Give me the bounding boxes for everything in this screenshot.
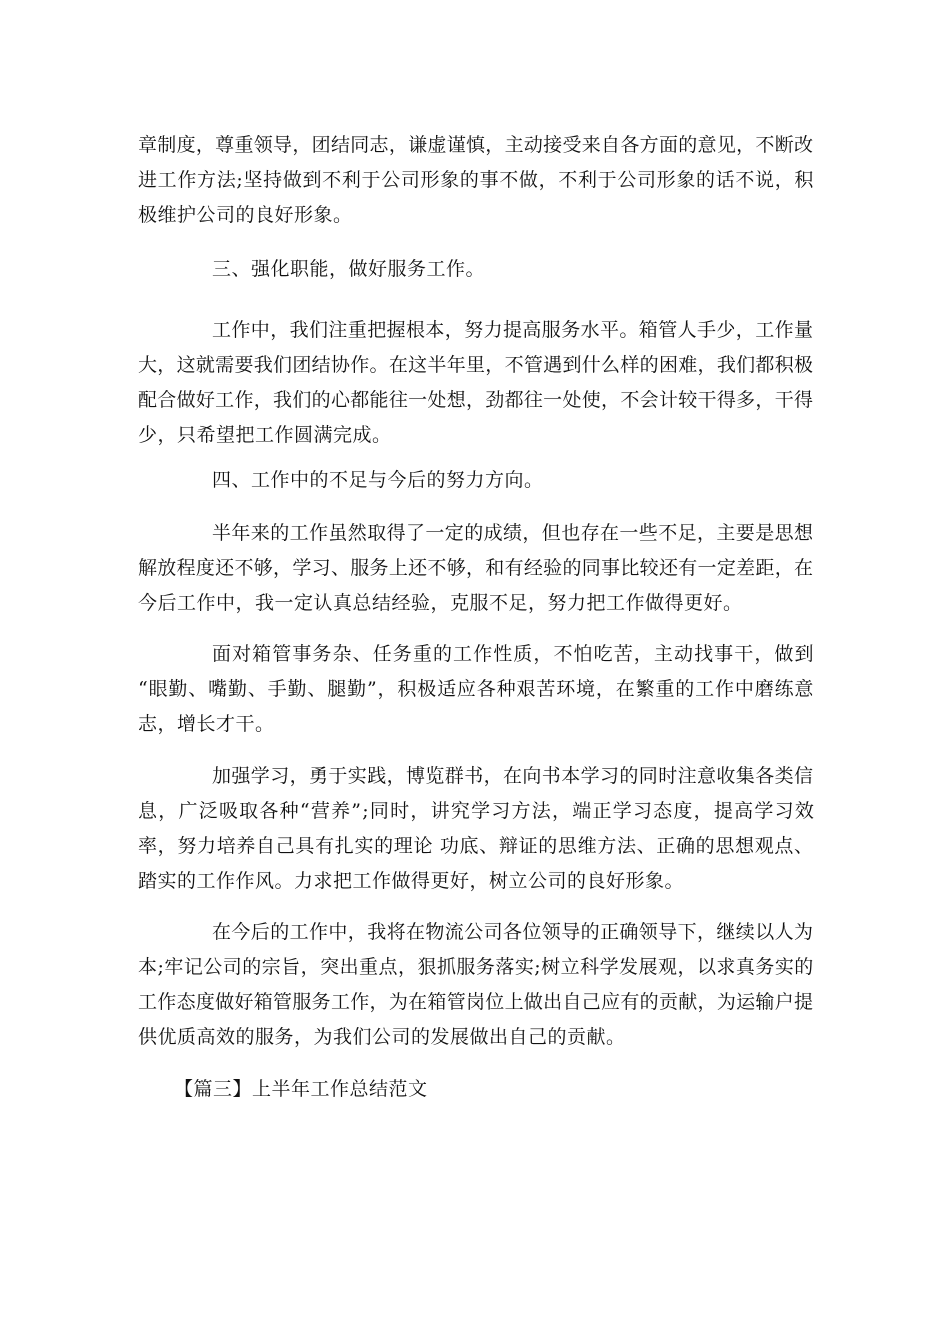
- text-line: 在今后的工作中，我将在物流公司各位领导的正确领导下，继续以人为: [212, 921, 814, 943]
- text-line: 志，增长才干。: [138, 713, 275, 735]
- text-line: 面对箱管事务杂、任务重的工作性质，不怕吃苦，主动找事干，做到: [212, 643, 815, 665]
- text-line: 踏实的工作作风。力求把工作做得更好，树立公司的良好形象。: [138, 870, 685, 892]
- paragraph-learning: [138, 759, 814, 899]
- text-line: 大，这就需要我们团结协作。在这半年里，不管遇到什么样的困难，我们都积极: [138, 354, 814, 376]
- section-heading-three: 三、强化职能，做好服务工作。: [212, 258, 486, 280]
- text-line: “眼勤、嘴勤、手勤、腿勤”，积极适应各种艰苦环境，在繁重的工作中磨练意: [138, 678, 815, 700]
- text-line: 章制度，尊重领导，团结同志，谦虚谨慎，主动接受来自各方面的意见，不断改: [138, 134, 814, 156]
- text-line: 本;牢记公司的宗旨，突出重点，狠抓服务落实;树立科学发展观，以求真务实的: [138, 956, 814, 978]
- text-line: 息，广泛吸取各种“营养”;同时，讲究学习方法，端正学习态度，提高学习效: [138, 800, 816, 822]
- text-line: 工作态度做好箱管服务工作，为在箱管岗位上做出自己应有的贡献，为运输户提: [138, 991, 814, 1013]
- text-line: 进工作方法;坚持做到不利于公司形象的事不做，不利于公司形象的话不说，积: [138, 169, 815, 191]
- text-line: 供优质高效的服务，为我们公司的发展做出自己的贡献。: [138, 1026, 626, 1048]
- paragraph-hardship: [138, 637, 814, 742]
- text-line: 配合做好工作，我们的心都能往一处想，劲都往一处使，不会计较干得多，干得: [138, 389, 814, 411]
- paragraph-service-work: [138, 313, 814, 453]
- paragraph-rules-conduct: [138, 128, 814, 233]
- text-line: 工作中，我们注重把握根本，努力提高服务水平。箱管人手少，工作量: [212, 319, 814, 341]
- paragraph-future-work: [138, 915, 814, 1055]
- text-line: 极维护公司的良好形象。: [138, 204, 353, 226]
- section-heading-four: 四、工作中的不足与今后的努力方向。: [212, 469, 544, 491]
- text-line: 加强学习，勇于实践，博览群书，在向书本学习的同时注意收集各类信: [212, 765, 814, 787]
- section-title-part-three: 【篇三】上半年工作总结范文: [174, 1078, 428, 1100]
- text-line: 率，努力培养自己具有扎实的理论 功底、辩证的思维方法、正确的思想观点、: [138, 835, 814, 857]
- text-line: 今后工作中，我一定认真总结经验，克服不足，努力把工作做得更好。: [138, 592, 743, 614]
- text-line: 半年来的工作虽然取得了一定的成绩，但也存在一些不足，主要是思想: [212, 522, 814, 544]
- text-line: 解放程度还不够，学习、服务上还不够，和有经验的同事比较还有一定差距，在: [138, 557, 814, 579]
- text-line: 少，只希望把工作圆满完成。: [138, 424, 392, 446]
- paragraph-shortcomings: [138, 516, 814, 621]
